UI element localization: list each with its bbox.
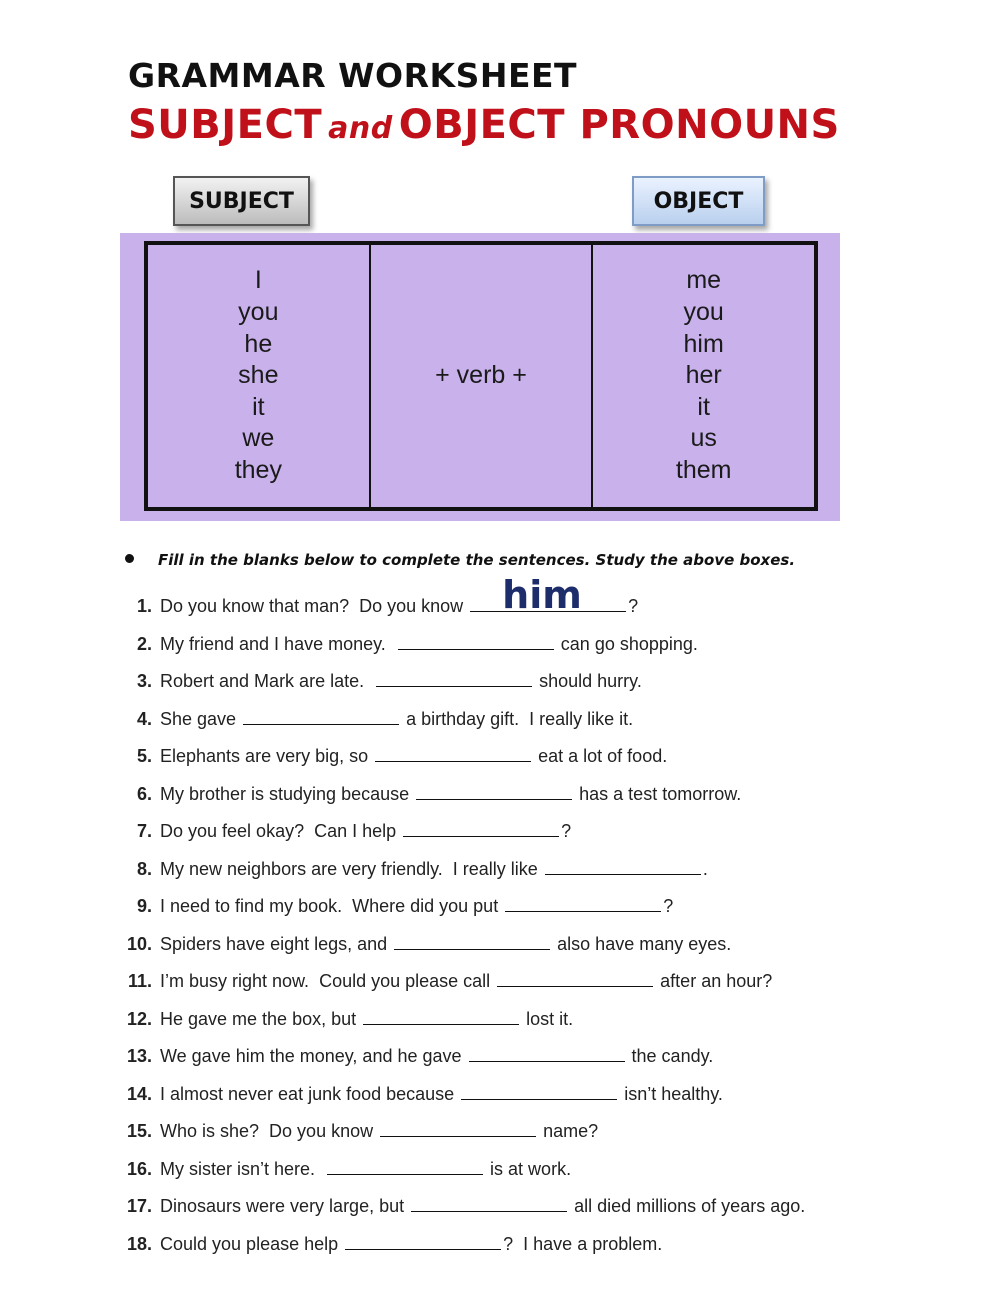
question-text-after: eat a lot of food. <box>533 746 668 766</box>
answer-blank[interactable] <box>411 1191 567 1212</box>
answer-blank[interactable] <box>376 666 532 687</box>
question-number: 5. <box>136 746 152 766</box>
question-number: 9. <box>136 896 152 916</box>
question-text-before: Do you know that man? Do you know <box>160 596 469 616</box>
question-number: 3. <box>136 671 152 691</box>
answer-blank[interactable] <box>403 816 559 837</box>
question-text-before: She gave <box>160 708 242 729</box>
instructions-text: Fill in the blanks below to complete the sentences. Study the above boxes. <box>158 551 796 569</box>
subject-label-box: SUBJECT <box>173 176 310 226</box>
pronoun-table <box>144 241 818 511</box>
subject-pronoun-column <box>148 245 369 507</box>
question-number: 6. <box>136 783 152 804</box>
object-pronoun: us <box>690 424 717 453</box>
question-text-after: ? <box>561 821 572 841</box>
subtitle-subject: SUBJECT <box>128 102 323 148</box>
answer-blank[interactable] <box>363 1004 519 1025</box>
subtitle-and: and <box>328 111 393 146</box>
answer-blank[interactable] <box>398 629 554 650</box>
question-text-after: . <box>702 858 708 879</box>
question-text-before: He gave me the box, but <box>160 1008 362 1029</box>
question-text-after: all died millions of years ago. <box>569 1196 806 1216</box>
answer-blank[interactable] <box>497 966 653 987</box>
question-list <box>120 573 980 1263</box>
question-text-before: Robert and Mark are late. <box>160 671 375 691</box>
question-number: 8. <box>136 858 152 879</box>
verb-column <box>369 245 592 507</box>
question-row <box>120 1226 980 1264</box>
answer-blank[interactable] <box>505 891 661 912</box>
question-number: 2. <box>136 633 152 654</box>
question-number: 1. <box>136 596 152 616</box>
subject-pronoun: she <box>238 361 279 390</box>
answer-blank[interactable] <box>375 741 531 762</box>
answer-blank[interactable] <box>243 704 399 725</box>
answer-blank[interactable] <box>327 1154 483 1175</box>
object-pronoun-column <box>591 245 814 507</box>
question-text-before: Do you feel okay? Can I help <box>160 821 402 841</box>
question-text-before: I almost never eat junk food because <box>160 1083 460 1104</box>
question-row <box>120 1188 980 1226</box>
question-text-after: ? <box>663 896 674 916</box>
question-number: 10. <box>126 933 152 954</box>
question-row <box>120 1038 980 1076</box>
question-text-before: Dinosaurs were very large, but <box>160 1196 410 1216</box>
question-text-before: My friend and I have money. <box>160 633 396 654</box>
question-number: 16. <box>126 1158 152 1179</box>
question-text-after: can go shopping. <box>555 633 698 654</box>
question-row <box>120 701 980 739</box>
worksheet-title: GRAMMAR WORKSHEET <box>128 56 578 95</box>
answer-blank[interactable] <box>470 573 626 617</box>
question-text-before: Could you please help <box>160 1233 344 1254</box>
worksheet-subtitle <box>128 102 840 148</box>
question-row <box>120 1001 980 1039</box>
handwritten-answer: him <box>502 573 582 617</box>
question-text-after: isn’t healthy. <box>619 1083 723 1104</box>
question-text-after: name? <box>538 1121 599 1141</box>
question-text-before: My new neighbors are very friendly. I really like <box>160 858 543 879</box>
question-text-after: after an hour? <box>655 971 773 991</box>
question-row <box>120 663 980 701</box>
subject-pronoun: you <box>238 298 279 327</box>
subject-pronoun: he <box>244 329 273 358</box>
question-text-after: has a test tomorrow. <box>574 783 742 804</box>
subject-pronoun: I <box>254 266 262 295</box>
question-text-after: also have many eyes. <box>552 933 732 954</box>
object-pronoun: me <box>686 266 722 295</box>
question-text-after: ? I have a problem. <box>503 1233 663 1254</box>
question-row <box>120 738 980 776</box>
question-row <box>120 1113 980 1151</box>
question-row <box>120 888 980 926</box>
question-number: 15. <box>126 1121 152 1141</box>
question-row <box>120 1076 980 1114</box>
answer-blank[interactable] <box>416 779 572 800</box>
question-text-after: should hurry. <box>534 671 642 691</box>
question-row <box>120 851 980 889</box>
question-text-before: Elephants are very big, so <box>160 746 374 766</box>
question-row <box>120 1151 980 1189</box>
object-pronoun: you <box>683 298 724 327</box>
answer-blank[interactable] <box>545 854 701 875</box>
instructions <box>125 551 795 569</box>
question-number: 4. <box>136 708 152 729</box>
question-text-before: Spiders have eight legs, and <box>160 933 393 954</box>
object-label-box: OBJECT <box>632 176 765 226</box>
question-row <box>120 573 980 626</box>
question-number: 13. <box>126 1046 152 1066</box>
question-text-after: ? <box>628 596 639 616</box>
subject-pronoun: it <box>252 392 265 421</box>
answer-blank[interactable] <box>469 1041 625 1062</box>
answer-blank[interactable] <box>461 1079 617 1100</box>
object-pronoun: it <box>697 392 710 421</box>
question-number: 14. <box>126 1083 152 1104</box>
question-text-before: Who is she? Do you know <box>160 1121 379 1141</box>
subject-pronoun: we <box>242 424 275 453</box>
question-row <box>120 776 980 814</box>
question-text-before: We gave him the money, and he gave <box>160 1046 467 1066</box>
object-pronoun: them <box>675 455 732 484</box>
question-number: 7. <box>136 821 152 841</box>
verb-label: + verb + <box>435 361 527 390</box>
object-pronoun: him <box>683 329 724 358</box>
question-row <box>120 626 980 664</box>
question-text-before: My brother is studying because <box>160 783 415 804</box>
question-text-after: a birthday gift. I really like it. <box>401 708 634 729</box>
answer-blank[interactable] <box>394 929 550 950</box>
subtitle-object: OBJECT PRONOUNS <box>398 102 840 148</box>
answer-blank[interactable] <box>345 1229 501 1250</box>
question-text-before: I’m busy right now. Could you please call <box>160 971 496 991</box>
question-text-before: I need to find my book. Where did you put <box>160 896 504 916</box>
question-row <box>120 926 980 964</box>
question-text-after: is at work. <box>485 1158 572 1179</box>
question-text-after: lost it. <box>521 1008 574 1029</box>
question-row <box>120 813 980 851</box>
pronoun-table-background <box>120 233 840 521</box>
question-number: 17. <box>126 1196 152 1216</box>
answer-blank[interactable] <box>380 1116 536 1137</box>
question-number: 11. <box>127 971 152 991</box>
question-number: 12. <box>126 1008 152 1029</box>
subject-pronoun: they <box>234 455 282 484</box>
question-text-after: the candy. <box>626 1046 714 1066</box>
object-pronoun: her <box>685 361 722 390</box>
bullet-icon <box>125 554 134 563</box>
question-number: 18. <box>126 1233 152 1254</box>
question-row <box>120 963 980 1001</box>
question-text-before: My sister isn’t here. <box>160 1158 326 1179</box>
